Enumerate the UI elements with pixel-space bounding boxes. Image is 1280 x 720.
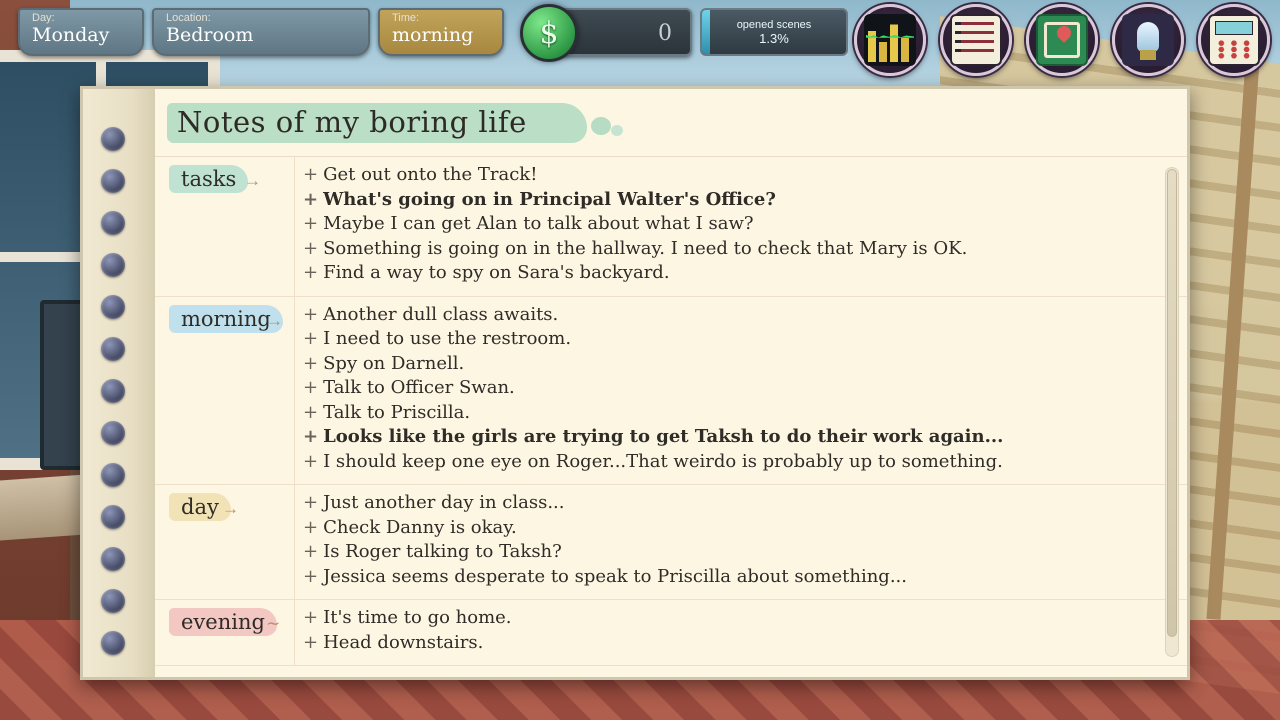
bullet-plus-icon: +: [303, 237, 319, 259]
notes-scrollbar-thumb[interactable]: [1167, 169, 1177, 637]
bullet-plus-icon: +: [303, 450, 319, 472]
phone-calculator-icon: [1208, 14, 1260, 66]
notes-scrollbar[interactable]: [1165, 167, 1179, 657]
section-items: [295, 600, 1187, 665]
note-item[interactable]: [303, 631, 1187, 656]
time-indicator: [378, 8, 504, 56]
spiral-ring: [101, 169, 125, 193]
note-item-text: Something is going on in the hallway. I need to check that Mary is OK.: [323, 237, 968, 259]
note-item[interactable]: [303, 212, 1187, 237]
section-arrow-icon: →: [244, 171, 261, 190]
section-label-wrap: [155, 157, 295, 296]
notebook-title-area: [155, 89, 1187, 157]
time-label: Time:: [392, 12, 420, 24]
bullet-plus-icon: +: [303, 565, 319, 587]
spiral-ring: [101, 253, 125, 277]
day-value: Monday: [32, 24, 110, 46]
bullet-plus-icon: +: [303, 607, 319, 628]
notebook-panel: [80, 86, 1190, 680]
spiral-ring: [101, 547, 125, 571]
note-item[interactable]: [303, 606, 1187, 631]
note-item[interactable]: [303, 401, 1187, 426]
spiral-ring: [101, 421, 125, 445]
note-item-text: Talk to Priscilla.: [323, 401, 471, 423]
money-amount: 0: [658, 21, 672, 46]
spiral-ring: [101, 127, 125, 151]
top-hud: [0, 0, 1280, 92]
note-item[interactable]: [303, 450, 1187, 475]
scenes-label: opened scenes: [736, 18, 812, 31]
section-items: [295, 157, 1187, 296]
section-label-pill: [169, 608, 277, 636]
notebook-spiral-binding: [83, 89, 155, 677]
spiral-ring: [101, 631, 125, 655]
inventory-button[interactable]: [1112, 4, 1184, 76]
note-item[interactable]: [303, 352, 1187, 377]
note-item-text: Is Roger talking to Taksh?: [323, 541, 562, 562]
note-item[interactable]: [303, 188, 1187, 213]
bullet-plus-icon: +: [303, 164, 319, 185]
note-item-text: Spy on Darnell.: [323, 352, 465, 374]
spiral-ring: [101, 589, 125, 613]
section-label-text: morning: [181, 306, 271, 331]
notes-sections: [155, 157, 1187, 683]
section-label-wrap: [155, 600, 295, 665]
note-item[interactable]: [303, 565, 1187, 590]
note-item[interactable]: [303, 540, 1187, 565]
bullet-plus-icon: +: [303, 492, 319, 513]
note-item[interactable]: [303, 261, 1187, 286]
section-arrow-icon: ∼: [266, 614, 281, 633]
section-label-wrap: [155, 297, 295, 485]
section-label-pill: [169, 165, 248, 193]
note-item[interactable]: [303, 491, 1187, 516]
stats-button[interactable]: [854, 4, 926, 76]
bullet-plus-icon: +: [303, 377, 319, 398]
item-bulb-icon: [1122, 14, 1174, 66]
map-pin-icon: [1036, 14, 1088, 66]
spiral-ring: [101, 379, 125, 403]
bullet-plus-icon: +: [303, 328, 319, 349]
note-item[interactable]: [303, 425, 1187, 450]
location-indicator: [152, 8, 370, 56]
notes-section-evening: [155, 600, 1187, 666]
day-indicator: [18, 8, 144, 56]
spiral-ring: [101, 505, 125, 529]
section-items: [295, 297, 1187, 485]
note-item-text: Find a way to spy on Sara's backyard.: [323, 262, 670, 283]
note-item[interactable]: [303, 376, 1187, 401]
money-indicator: [540, 8, 692, 56]
bullet-plus-icon: +: [303, 303, 319, 325]
bullet-plus-icon: +: [303, 426, 319, 447]
note-item-text: I should keep one eye on Roger...That weirdo is probably up to something.: [323, 450, 1003, 472]
spiral-ring: [101, 463, 125, 487]
section-label-text: day: [181, 495, 219, 519]
spiral-ring: [101, 211, 125, 235]
location-value: Bedroom: [166, 24, 254, 46]
note-item[interactable]: [303, 303, 1187, 328]
bullet-plus-icon: +: [303, 516, 319, 538]
section-label-text: evening: [181, 610, 265, 634]
location-label: Location:: [166, 12, 211, 24]
note-item-text: What's going on in Principal Walter's Office?: [323, 188, 776, 210]
title-blob-small: [611, 125, 623, 136]
bullet-plus-icon: +: [303, 213, 319, 234]
page-title: Notes of my boring life: [177, 105, 527, 139]
section-arrow-icon: →: [266, 310, 283, 330]
dollar-coin-icon: $: [520, 4, 578, 62]
time-value: morning: [392, 24, 474, 46]
stats-chart-icon: [864, 14, 916, 66]
bullet-plus-icon: +: [303, 401, 319, 423]
note-item-text: Check Danny is okay.: [323, 516, 517, 538]
note-item-text: Get out onto the Track!: [323, 164, 538, 185]
note-item[interactable]: [303, 163, 1187, 188]
bullet-plus-icon: +: [303, 541, 319, 562]
note-item[interactable]: [303, 516, 1187, 541]
bullet-plus-icon: +: [303, 352, 319, 374]
note-item-text: Talk to Officer Swan.: [323, 377, 515, 398]
bullet-plus-icon: +: [303, 188, 319, 210]
spiral-ring: [101, 337, 125, 361]
note-item-text: Head downstairs.: [323, 631, 484, 653]
map-button[interactable]: [1026, 4, 1098, 76]
notes-section-tasks: [155, 157, 1187, 297]
bullet-plus-icon: +: [303, 262, 319, 283]
note-item[interactable]: [303, 327, 1187, 352]
note-item-text: I need to use the restroom.: [323, 328, 572, 349]
section-arrow-icon: →: [222, 499, 239, 518]
day-label: Day:: [32, 12, 55, 24]
phone-button[interactable]: [1198, 4, 1270, 76]
notes-section-morning: [155, 297, 1187, 486]
note-item-text: It's time to go home.: [323, 607, 512, 628]
note-item-text: Maybe I can get Alan to talk about what I saw?: [323, 213, 754, 234]
title-blob-large: [591, 117, 611, 135]
section-items: [295, 485, 1187, 599]
notes-section-day: [155, 485, 1187, 600]
note-item-text: Jessica seems desperate to speak to Priscilla about something...: [323, 565, 907, 587]
bullet-plus-icon: +: [303, 631, 319, 653]
quests-button[interactable]: [940, 4, 1012, 76]
note-item[interactable]: [303, 237, 1187, 262]
note-item-text: Looks like the girls are trying to get Taksh to do their work again...: [323, 426, 1004, 447]
scenes-value: 1.3%: [759, 30, 789, 46]
note-item-text: Another dull class awaits.: [323, 303, 559, 325]
spiral-ring: [101, 295, 125, 319]
section-label-wrap: [155, 485, 295, 599]
notebook-page: [155, 89, 1187, 677]
opened-scenes-meter: [700, 8, 848, 56]
note-item-text: Just another day in class...: [323, 492, 565, 513]
list-notebook-icon: [950, 14, 1002, 66]
section-label-text: tasks: [181, 167, 237, 191]
